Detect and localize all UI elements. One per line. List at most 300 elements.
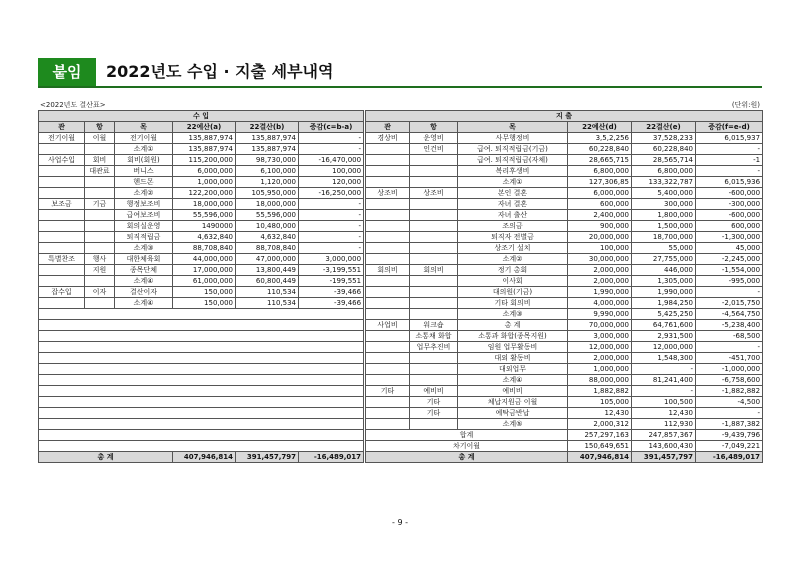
table-row — [39, 287, 364, 298]
section-header-row — [39, 111, 364, 122]
table-cell: 소계③ — [115, 243, 173, 254]
table-cell — [410, 199, 458, 210]
table-cell: - — [299, 243, 364, 254]
table-cell: 상조비 — [410, 188, 458, 199]
table-cell: 6,100,000 — [236, 166, 299, 177]
table-cell: 4,632,840 — [173, 232, 236, 243]
table-cell: 88,000,000 — [568, 375, 632, 386]
table-cell: 소계② — [458, 254, 568, 265]
grand-total-row — [366, 452, 763, 463]
table-cell: 81,241,400 — [632, 375, 696, 386]
table-cell: -39,466 — [299, 287, 364, 298]
table-cell: 퇴직자 전별금 — [458, 232, 568, 243]
table-cell — [366, 232, 410, 243]
table-row — [366, 408, 763, 419]
empty-row — [39, 353, 364, 364]
table-cell: 인건비 — [410, 144, 458, 155]
table-cell — [366, 210, 410, 221]
table-cell — [85, 298, 115, 309]
table-cell: 45,000 — [696, 243, 763, 254]
column-header: 22예산(a) — [173, 122, 236, 133]
table-row — [366, 419, 763, 430]
table-row — [366, 386, 763, 397]
table-row — [39, 199, 364, 210]
table-cell: 자녀 출산 — [458, 210, 568, 221]
empty-row — [39, 408, 364, 419]
table-cell — [39, 166, 85, 177]
total-value: 391,457,797 — [236, 452, 299, 463]
empty-cell — [39, 430, 364, 441]
table-cell: -2,015,750 — [696, 298, 763, 309]
table-cell — [39, 177, 85, 188]
empty-row — [39, 331, 364, 342]
table-cell: 회의비 — [366, 265, 410, 276]
title-badge: 붙임 — [38, 58, 96, 86]
table-cell: 예탁금반납 — [458, 408, 568, 419]
column-header: 증감(f=e-d) — [696, 122, 763, 133]
table-row — [366, 155, 763, 166]
table-cell: 본인 결혼 — [458, 188, 568, 199]
table-cell — [366, 144, 410, 155]
title-text: 2022년도 수입 · 지출 세부내역 — [106, 62, 334, 81]
table-cell: 소계③ — [458, 309, 568, 320]
table-row — [39, 265, 364, 276]
table-cell — [366, 243, 410, 254]
table-cell: 회비 — [85, 155, 115, 166]
table-row — [366, 265, 763, 276]
column-header: 22예산(d) — [568, 122, 632, 133]
table-cell — [39, 232, 85, 243]
table-cell: 이사회 — [458, 276, 568, 287]
empty-row — [39, 342, 364, 353]
column-header-row — [366, 122, 763, 133]
total-value: 407,946,814 — [568, 452, 632, 463]
table-row — [366, 320, 763, 331]
table-cell: 127,306,85 — [568, 177, 632, 188]
table-cell: 2,931,500 — [632, 331, 696, 342]
column-header: 증감(c=b-a) — [299, 122, 364, 133]
empty-cell — [39, 375, 364, 386]
table-cell — [366, 276, 410, 287]
summary-row — [366, 430, 763, 441]
summary-row — [366, 441, 763, 452]
table-cell — [366, 364, 410, 375]
table-cell: 135,887,974 — [236, 144, 299, 155]
table-cell: -1,882,882 — [696, 386, 763, 397]
table-cell — [366, 177, 410, 188]
table-cell: 5,425,250 — [632, 309, 696, 320]
table-cell: 88,708,840 — [173, 243, 236, 254]
table-cell — [366, 331, 410, 342]
table-cell: 70,000,000 — [568, 320, 632, 331]
column-header: 항 — [85, 122, 115, 133]
table-row — [366, 232, 763, 243]
table-cell: -600,000 — [696, 188, 763, 199]
table-cell: 105,950,000 — [236, 188, 299, 199]
table-cell: 자녀 결혼 — [458, 199, 568, 210]
table-cell: 37,528,233 — [632, 133, 696, 144]
summary-value: 150,649,651 — [568, 441, 632, 452]
table-cell: 예비비 — [458, 386, 568, 397]
table-cell: -4,500 — [696, 397, 763, 408]
table-cell: -600,000 — [696, 210, 763, 221]
table-cell: 복리후생비 — [458, 166, 568, 177]
table-cell: 회비(회원) — [115, 155, 173, 166]
table-cell: 135,887,974 — [173, 144, 236, 155]
table-cell: 회의비 — [410, 265, 458, 276]
table-cell: -16,250,000 — [299, 188, 364, 199]
table-cell: 대외 활동비 — [458, 353, 568, 364]
table-cell: - — [632, 364, 696, 375]
table-cell: 12,430 — [568, 408, 632, 419]
table-row — [366, 188, 763, 199]
table-cell: 소계④ — [115, 298, 173, 309]
table-cell: 446,000 — [632, 265, 696, 276]
table-cell: 6,015,936 — [696, 177, 763, 188]
table-cell: 행사 — [85, 254, 115, 265]
section-header-row — [366, 111, 763, 122]
section-label: 지 출 — [366, 111, 763, 122]
empty-cell — [39, 309, 364, 320]
table-cell: - — [299, 144, 364, 155]
table-cell — [410, 375, 458, 386]
table-row — [366, 210, 763, 221]
table-cell: 17,000,000 — [173, 265, 236, 276]
table-cell — [39, 298, 85, 309]
table-cell: 대외업무 — [458, 364, 568, 375]
total-value: 391,457,797 — [632, 452, 696, 463]
table-cell: 기타 — [366, 386, 410, 397]
table-cell — [39, 144, 85, 155]
table-row — [366, 309, 763, 320]
table-row — [366, 298, 763, 309]
table-cell: - — [299, 210, 364, 221]
table-cell — [366, 419, 410, 430]
table-cell: 사업비 — [366, 320, 410, 331]
table-cell: -39,466 — [299, 298, 364, 309]
table-cell: - — [696, 287, 763, 298]
table-cell — [39, 265, 85, 276]
table-cell: - — [299, 133, 364, 144]
table-cell: 28,665,715 — [568, 155, 632, 166]
table-cell — [366, 353, 410, 364]
table-cell — [39, 276, 85, 287]
table-cell: 12,430 — [632, 408, 696, 419]
table-cell — [366, 254, 410, 265]
table-cell: 기금 — [85, 199, 115, 210]
table-cell: 예비비 — [410, 386, 458, 397]
table-cell: 133,322,787 — [632, 177, 696, 188]
income-table — [38, 110, 364, 463]
empty-cell — [39, 342, 364, 353]
table-cell: 122,200,000 — [173, 188, 236, 199]
table-cell — [410, 364, 458, 375]
table-cell: 급여보조비 — [115, 210, 173, 221]
table-cell: 47,000,000 — [236, 254, 299, 265]
table-cell: 정기 총회 — [458, 265, 568, 276]
total-value: -16,489,017 — [299, 452, 364, 463]
table-cell: -16,470,000 — [299, 155, 364, 166]
table-row — [366, 364, 763, 375]
table-cell: 소계⑤ — [458, 419, 568, 430]
table-cell — [39, 210, 85, 221]
summary-value: -9,439,796 — [696, 430, 763, 441]
table-cell: 2,000,312 — [568, 419, 632, 430]
table-cell — [410, 276, 458, 287]
empty-cell — [39, 419, 364, 430]
table-cell: 소계① — [458, 177, 568, 188]
table-cell: 체납지원금 이월 — [458, 397, 568, 408]
column-header: 목 — [115, 122, 173, 133]
table-cell — [85, 243, 115, 254]
empty-cell — [39, 364, 364, 375]
table-row — [39, 133, 364, 144]
table-cell — [410, 254, 458, 265]
table-row — [366, 199, 763, 210]
table-cell: 13,800,449 — [236, 265, 299, 276]
table-cell: -1,887,382 — [696, 419, 763, 430]
empty-cell — [39, 386, 364, 397]
total-label: 총 계 — [366, 452, 568, 463]
table-cell: - — [632, 386, 696, 397]
table-cell: 상조비 — [366, 188, 410, 199]
table-cell — [410, 298, 458, 309]
table-caption: <2022년도 결산표> — [40, 101, 106, 109]
table-cell: 98,730,000 — [236, 155, 299, 166]
grand-total-row — [39, 452, 364, 463]
table-cell: 150,000 — [173, 298, 236, 309]
table-row — [39, 254, 364, 265]
table-cell: 이월 — [85, 133, 115, 144]
total-value: -16,489,017 — [696, 452, 763, 463]
column-header: 목 — [458, 122, 568, 133]
table-cell: 112,930 — [632, 419, 696, 430]
table-cell: 1,305,000 — [632, 276, 696, 287]
table-cell: 3,5,2,256 — [568, 133, 632, 144]
table-cell — [366, 408, 410, 419]
table-cell: 64,761,600 — [632, 320, 696, 331]
table-cell — [366, 155, 410, 166]
table-row — [39, 177, 364, 188]
table-cell — [85, 210, 115, 221]
table-cell — [410, 232, 458, 243]
table-cell: 4,000,000 — [568, 298, 632, 309]
table-cell: -1,000,000 — [696, 364, 763, 375]
empty-row — [39, 375, 364, 386]
table-cell: 105,000 — [568, 397, 632, 408]
table-row — [366, 221, 763, 232]
table-cell: 1,984,250 — [632, 298, 696, 309]
table-cell: -5,238,400 — [696, 320, 763, 331]
table-cell: 기타 회의비 — [458, 298, 568, 309]
table-cell: 12,000,000 — [632, 342, 696, 353]
empty-cell — [39, 397, 364, 408]
summary-value: 247,857,367 — [632, 430, 696, 441]
table-cell: -3,199,551 — [299, 265, 364, 276]
table-cell: 100,000 — [299, 166, 364, 177]
table-cell — [366, 199, 410, 210]
table-cell: 100,500 — [632, 397, 696, 408]
table-cell — [85, 276, 115, 287]
table-cell: 2,400,000 — [568, 210, 632, 221]
table-cell: 30,000,000 — [568, 254, 632, 265]
empty-row — [39, 320, 364, 331]
table-cell: 18,000,000 — [173, 199, 236, 210]
table-cell: 18,000,000 — [236, 199, 299, 210]
table-cell: 상조기 설치 — [458, 243, 568, 254]
total-label: 총 계 — [39, 452, 173, 463]
table-cell: 대관료 — [85, 166, 115, 177]
table-cell: 행정보조비 — [115, 199, 173, 210]
table-cell: 총 계 — [458, 320, 568, 331]
table-cell — [85, 177, 115, 188]
table-cell — [410, 177, 458, 188]
column-header: 관 — [366, 122, 410, 133]
column-header: 항 — [410, 122, 458, 133]
table-cell: -2,245,000 — [696, 254, 763, 265]
table-cell: 110,534 — [236, 298, 299, 309]
table-row — [39, 188, 364, 199]
table-cell: -6,758,600 — [696, 375, 763, 386]
table-cell: 대한체육회 — [115, 254, 173, 265]
table-cell: 6,000,000 — [173, 166, 236, 177]
table-cell: 28,565,714 — [632, 155, 696, 166]
table-cell: 60,800,449 — [236, 276, 299, 287]
table-cell: 135,887,974 — [173, 133, 236, 144]
unit-label: (단위:원) — [731, 101, 760, 109]
table-row — [39, 221, 364, 232]
table-cell: 100,000 — [568, 243, 632, 254]
table-cell: 6,015,937 — [696, 133, 763, 144]
table-cell: 900,000 — [568, 221, 632, 232]
empty-row — [39, 419, 364, 430]
table-cell: -68,500 — [696, 331, 763, 342]
table-cell: 3,000,000 — [568, 331, 632, 342]
table-cell: 급여. 퇴직적립금(기금) — [458, 144, 568, 155]
table-cell: 88,708,840 — [236, 243, 299, 254]
table-cell: 종목단체 — [115, 265, 173, 276]
table-cell: 1,000,000 — [173, 177, 236, 188]
table-cell — [366, 309, 410, 320]
table-row — [366, 177, 763, 188]
table-cell: 6,000,000 — [568, 188, 632, 199]
empty-row — [39, 386, 364, 397]
table-cell: 워크숍 — [410, 320, 458, 331]
table-cell — [366, 221, 410, 232]
table-cell: 전기이월 — [39, 133, 85, 144]
table-cell: 12,000,000 — [568, 342, 632, 353]
table-row — [366, 331, 763, 342]
table-cell: 지원 — [85, 265, 115, 276]
table-row — [366, 276, 763, 287]
table-cell: -4,564,750 — [696, 309, 763, 320]
table-cell: - — [299, 221, 364, 232]
table-cell: 특별찬조 — [39, 254, 85, 265]
table-cell: 2,000,000 — [568, 265, 632, 276]
table-cell — [366, 298, 410, 309]
table-cell: 120,000 — [299, 177, 364, 188]
table-cell: 회의실운영 — [115, 221, 173, 232]
empty-cell — [39, 331, 364, 342]
table-cell: 55,596,000 — [236, 210, 299, 221]
table-cell: 2,000,000 — [568, 353, 632, 364]
table-cell: 헨드몬 — [115, 177, 173, 188]
table-row — [39, 232, 364, 243]
expense-table — [365, 110, 763, 463]
table-cell: 소계① — [115, 144, 173, 155]
empty-row — [39, 441, 364, 452]
table-cell: 이자 — [85, 287, 115, 298]
table-cell: - — [696, 144, 763, 155]
table-cell — [410, 309, 458, 320]
table-cell: 60,228,840 — [632, 144, 696, 155]
table-cell: - — [696, 408, 763, 419]
table-row — [366, 166, 763, 177]
table-row — [366, 287, 763, 298]
summary-value: 257,297,163 — [568, 430, 632, 441]
table-cell: - — [299, 232, 364, 243]
title-underline — [38, 86, 762, 88]
table-row — [366, 144, 763, 155]
table-cell: 보조금 — [39, 199, 85, 210]
table-cell: 135,887,974 — [236, 133, 299, 144]
table-row — [39, 144, 364, 155]
table-cell: 300,000 — [632, 199, 696, 210]
table-cell: 61,000,000 — [173, 276, 236, 287]
table-cell: 1,990,000 — [632, 287, 696, 298]
table-cell: 1490000 — [173, 221, 236, 232]
table-cell: 9,990,000 — [568, 309, 632, 320]
table-cell — [39, 188, 85, 199]
table-cell: 1,882,882 — [568, 386, 632, 397]
empty-row — [39, 364, 364, 375]
table-cell: 1,500,000 — [632, 221, 696, 232]
table-cell — [39, 243, 85, 254]
table-cell — [410, 243, 458, 254]
table-cell: 60,228,840 — [568, 144, 632, 155]
table-row — [366, 375, 763, 386]
table-cell: -1 — [696, 155, 763, 166]
summary-label: 차기이월 — [366, 441, 568, 452]
table-cell — [410, 166, 458, 177]
table-cell: 110,534 — [236, 287, 299, 298]
page-number: - 9 - — [392, 518, 408, 527]
table-cell — [366, 166, 410, 177]
empty-cell — [39, 320, 364, 331]
empty-cell — [39, 441, 364, 452]
table-row — [366, 243, 763, 254]
table-cell: 기타 — [410, 408, 458, 419]
table-row — [39, 166, 364, 177]
table-cell: - — [696, 166, 763, 177]
table-cell — [85, 232, 115, 243]
table-cell: -1,554,000 — [696, 265, 763, 276]
table-cell: 4,632,840 — [236, 232, 299, 243]
table-cell: 10,480,000 — [236, 221, 299, 232]
table-cell: 1,548,300 — [632, 353, 696, 364]
table-cell: 600,000 — [568, 199, 632, 210]
table-cell: 18,700,000 — [632, 232, 696, 243]
table-cell: - — [696, 342, 763, 353]
table-cell — [366, 397, 410, 408]
column-header: 22결산(b) — [236, 122, 299, 133]
table-cell: 1,120,000 — [236, 177, 299, 188]
column-header: 관 — [39, 122, 85, 133]
table-cell: 600,000 — [696, 221, 763, 232]
table-cell: 소통과 화합(종목지원) — [458, 331, 568, 342]
table-cell: 115,200,000 — [173, 155, 236, 166]
table-cell — [366, 342, 410, 353]
